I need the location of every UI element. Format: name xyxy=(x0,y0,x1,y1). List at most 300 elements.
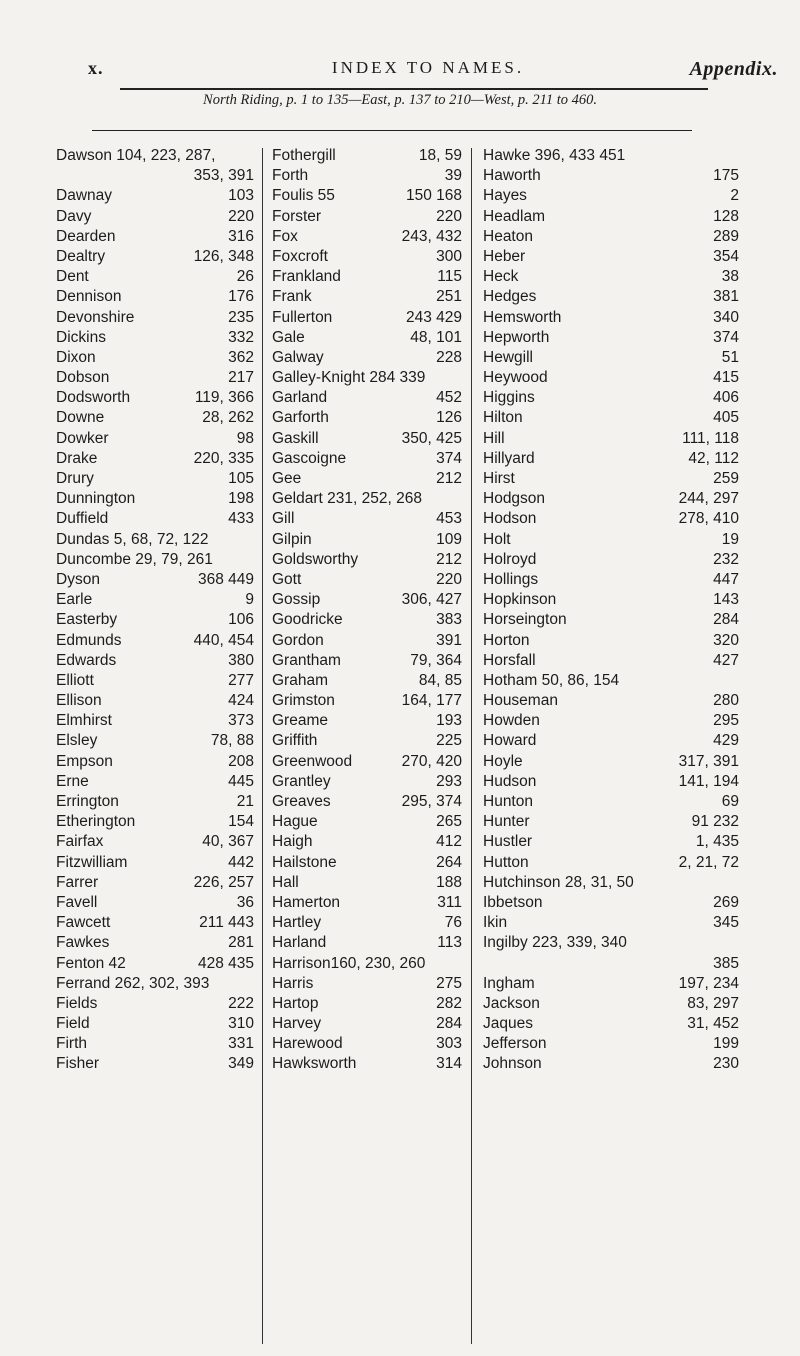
entry-name: Gilpin xyxy=(272,530,312,548)
entry-name: Fothergill xyxy=(272,147,336,164)
index-entry xyxy=(272,974,462,994)
entry-pages: 51 xyxy=(721,348,739,366)
entry-name: Hunton xyxy=(483,793,533,810)
entry-name: Hirst xyxy=(483,470,515,487)
entry-pages: 265 xyxy=(436,813,462,831)
entry-pages: 295, 374 xyxy=(401,793,462,810)
entry-name: Gordon xyxy=(272,631,324,649)
entry-name: Hawke 396, 433 451 xyxy=(483,147,626,164)
entry-pages: 188 xyxy=(436,873,462,891)
entry-name: Dodsworth xyxy=(56,389,131,407)
index-column-1 xyxy=(56,146,254,1075)
page-title: INDEX TO NAMES. xyxy=(331,58,525,77)
entry-name: Hill xyxy=(483,429,505,447)
entry-name: Earle xyxy=(56,591,93,609)
index-entry xyxy=(56,146,254,166)
entry-pages: 175 xyxy=(713,167,739,185)
entry-pages: 211 443 xyxy=(199,914,254,932)
entry-pages: 40, 367 xyxy=(202,833,254,851)
index-entry xyxy=(483,227,739,247)
entry-pages: 293 xyxy=(436,772,462,790)
entry-pages: 354 xyxy=(713,247,739,265)
entry-name: Goodricke xyxy=(272,611,343,629)
index-entry xyxy=(483,287,739,307)
entry-name: Duncombe 29, 79, 261 xyxy=(56,550,213,568)
index-entry xyxy=(272,408,462,428)
entry-name: Field xyxy=(56,1015,90,1033)
entry-pages: 9 xyxy=(245,591,254,609)
index-entry xyxy=(272,368,462,388)
index-entry xyxy=(56,893,254,913)
index-entry xyxy=(272,469,462,489)
entry-pages: 243 429 xyxy=(405,308,462,326)
column-divider xyxy=(262,148,263,1344)
entry-pages: 269 xyxy=(713,893,739,911)
index-column-2 xyxy=(272,146,462,1075)
index-entry xyxy=(483,913,739,933)
entry-pages: 128 xyxy=(713,207,739,225)
entry-name: Hoyle xyxy=(483,752,523,770)
entry-name: Griffith xyxy=(272,732,318,750)
index-entry xyxy=(56,449,254,469)
index-entry xyxy=(272,388,462,408)
index-entry xyxy=(272,429,462,449)
entry-pages: 317, 391 xyxy=(678,752,739,770)
index-entry xyxy=(483,570,739,590)
entry-pages: 415 xyxy=(713,369,739,387)
entry-pages: 222 xyxy=(228,994,254,1012)
entry-name: Hustler xyxy=(483,833,533,851)
index-entry xyxy=(272,913,462,933)
entry-name: Harewood xyxy=(272,1035,343,1053)
entry-pages: 353, 391 xyxy=(193,167,254,185)
entry-pages: 26 xyxy=(236,268,254,286)
index-entry xyxy=(56,913,254,933)
entry-name: Dearden xyxy=(56,227,116,245)
entry-name: Hollings xyxy=(483,570,539,588)
entry-name: Dundas 5, 68, 72, 122 xyxy=(56,530,209,548)
entry-pages: 284 xyxy=(436,1015,462,1033)
index-entry xyxy=(272,550,462,570)
entry-pages: 440, 454 xyxy=(193,631,254,649)
index-entry xyxy=(483,166,739,186)
entry-name: Horton xyxy=(483,631,530,649)
entry-pages: 433 xyxy=(228,510,254,528)
index-entry xyxy=(56,933,254,953)
index-entry xyxy=(56,1014,254,1034)
entry-pages: 98 xyxy=(236,429,254,447)
page-number: x. xyxy=(88,58,104,78)
entry-name: Hotham 50, 86, 154 xyxy=(483,671,620,689)
entry-name: Garland xyxy=(272,389,328,407)
entry-name: Edmunds xyxy=(56,631,122,649)
index-entry xyxy=(483,408,739,428)
entry-name: Dent xyxy=(56,268,89,286)
index-entry xyxy=(56,812,254,832)
entry-pages: 350, 425 xyxy=(401,429,462,447)
entry-name: Hartley xyxy=(272,914,322,932)
entry-pages: 442 xyxy=(228,853,254,871)
entry-pages: 1, 435 xyxy=(695,833,739,851)
entry-name: Frank xyxy=(272,288,312,306)
entry-pages: 331 xyxy=(228,1035,254,1053)
entry-name: Easterby xyxy=(56,611,118,629)
index-entry xyxy=(272,994,462,1014)
index-entry xyxy=(56,550,254,570)
index-entry xyxy=(56,489,254,509)
entry-pages: 385 xyxy=(713,954,739,972)
index-entry xyxy=(272,893,462,913)
index-entry xyxy=(56,509,254,529)
entry-name: Holroyd xyxy=(483,550,537,568)
entry-name: Dealtry xyxy=(56,247,106,265)
entry-pages: 295 xyxy=(713,712,739,730)
entry-name: Galley-Knight 284 339 xyxy=(272,369,426,387)
index-entry xyxy=(56,530,254,550)
entry-name: Hodson xyxy=(483,510,537,528)
index-entry xyxy=(483,146,739,166)
index-entry xyxy=(272,227,462,247)
index-entry xyxy=(483,631,739,651)
entry-name: Gill xyxy=(272,510,295,528)
index-entry xyxy=(272,509,462,529)
entry-pages: 48, 101 xyxy=(410,328,462,346)
index-entry xyxy=(56,1034,254,1054)
entry-name: Erne xyxy=(56,772,89,790)
index-entry xyxy=(56,267,254,287)
entry-name: Ingham xyxy=(483,974,535,992)
entry-name: Hamerton xyxy=(272,893,341,911)
entry-pages: 427 xyxy=(713,651,739,669)
entry-pages: 368 449 xyxy=(197,570,254,588)
entry-name: Heaton xyxy=(483,227,533,245)
entry-name: Garforth xyxy=(272,409,329,427)
index-entry xyxy=(483,590,739,610)
entry-pages: 406 xyxy=(713,389,739,407)
entry-pages: 374 xyxy=(713,328,739,346)
index-entry xyxy=(483,489,739,509)
entry-pages: 320 xyxy=(713,631,739,649)
index-entry xyxy=(483,469,739,489)
index-entry xyxy=(56,348,254,368)
entry-name: Fawkes xyxy=(56,934,110,952)
index-entry xyxy=(483,530,739,550)
entry-name: Dawnay xyxy=(56,187,112,205)
entry-name: Grimston xyxy=(272,692,335,710)
index-entry xyxy=(483,651,739,671)
entry-name: Hartop xyxy=(272,994,319,1012)
entry-pages: 332 xyxy=(228,328,254,346)
entry-name: Hillyard xyxy=(483,449,535,467)
entry-name: Fox xyxy=(272,227,298,245)
index-entry xyxy=(483,247,739,267)
index-entry xyxy=(272,590,462,610)
entry-pages: 31, 452 xyxy=(687,1015,739,1033)
index-entry xyxy=(483,832,739,852)
entry-pages: 381 xyxy=(713,288,739,306)
section-label: Appendix. xyxy=(689,58,778,80)
entry-pages: 373 xyxy=(228,712,254,730)
entry-name: Harland xyxy=(272,934,327,952)
index-entry xyxy=(483,1014,739,1034)
entry-pages: 284 xyxy=(713,611,739,629)
index-entry xyxy=(56,287,254,307)
entry-pages: 412 xyxy=(436,833,462,851)
entry-pages: 452 xyxy=(436,389,462,407)
entry-pages: 289 xyxy=(713,227,739,245)
entry-pages: 19 xyxy=(721,530,739,548)
entry-name: Goldsworthy xyxy=(272,550,359,568)
entry-name: Dyson xyxy=(56,570,100,588)
entry-name: Fullerton xyxy=(272,308,333,326)
index-entry xyxy=(56,994,254,1014)
index-entry xyxy=(56,469,254,489)
entry-name: Frankland xyxy=(272,268,341,286)
entry-name: Harvey xyxy=(272,1015,322,1033)
entry-pages: 126, 348 xyxy=(193,247,254,265)
index-entry xyxy=(56,974,254,994)
index-entry xyxy=(483,792,739,812)
index-entry xyxy=(272,651,462,671)
entry-name: Hutton xyxy=(483,853,529,871)
entry-pages: 424 xyxy=(228,692,254,710)
entry-pages: 374 xyxy=(436,449,462,467)
entry-name: Jaques xyxy=(483,1015,533,1033)
entry-name: Forster xyxy=(272,207,322,225)
entry-name: Geldart 231, 252, 268 xyxy=(272,490,422,508)
entry-name: Etherington xyxy=(56,813,136,831)
index-entry xyxy=(483,449,739,469)
entry-name: Howard xyxy=(483,732,537,750)
entry-name: Dixon xyxy=(56,348,96,366)
entry-name: Elmhirst xyxy=(56,712,112,730)
index-entry xyxy=(272,933,462,953)
index-entry xyxy=(483,853,739,873)
column-divider xyxy=(471,148,472,1344)
entry-pages: 78, 88 xyxy=(210,732,254,750)
index-entry xyxy=(483,550,739,570)
entry-pages: 154 xyxy=(228,813,254,831)
entry-name: Dickins xyxy=(56,328,106,346)
entry-name: Haworth xyxy=(483,167,541,185)
entry-name: Drury xyxy=(56,470,94,487)
entry-pages: 428 435 xyxy=(197,954,254,972)
index-entry xyxy=(272,267,462,287)
index-entry xyxy=(56,328,254,348)
index-entry xyxy=(272,449,462,469)
entry-pages: 208 xyxy=(228,752,254,770)
entry-pages: 405 xyxy=(713,409,739,427)
entry-name: Harrison160, 230, 260 xyxy=(272,954,426,972)
entry-name: Higgins xyxy=(483,389,535,407)
entry-pages: 220 xyxy=(436,207,462,225)
entry-name: Ibbetson xyxy=(483,893,543,911)
entry-pages: 225 xyxy=(436,732,462,750)
entry-name: Errington xyxy=(56,793,119,810)
entry-pages: 91 232 xyxy=(691,813,739,831)
entry-pages: 264 xyxy=(436,853,462,871)
entry-pages: 115 xyxy=(437,268,462,286)
entry-name: Holt xyxy=(483,530,511,548)
index-entry xyxy=(483,711,739,731)
entry-pages: 316 xyxy=(228,227,254,245)
entry-pages: 429 xyxy=(713,732,739,750)
index-entry xyxy=(56,832,254,852)
index-entry xyxy=(272,308,462,328)
index-entry xyxy=(483,812,739,832)
entry-name: Duffield xyxy=(56,510,109,528)
entry-name: Ellison xyxy=(56,692,102,710)
entry-pages: 380 xyxy=(228,651,254,669)
entry-pages: 345 xyxy=(713,914,739,932)
entry-name: Drake xyxy=(56,449,98,467)
entry-pages: 230 xyxy=(713,1055,739,1073)
index-entry xyxy=(56,388,254,408)
index-entry xyxy=(272,489,462,509)
entry-pages: 79, 364 xyxy=(410,651,462,669)
index-entry xyxy=(483,348,739,368)
index-entry xyxy=(272,348,462,368)
header-rule xyxy=(120,88,708,90)
entry-name: Hemsworth xyxy=(483,308,562,326)
entry-pages: 220, 335 xyxy=(193,449,254,467)
entry-pages: 106 xyxy=(228,611,254,629)
entry-pages: 275 xyxy=(436,974,462,992)
entry-name: Heywood xyxy=(483,369,548,387)
index-entry xyxy=(483,974,739,994)
entry-pages: 300 xyxy=(436,247,462,265)
index-entry xyxy=(272,853,462,873)
entry-name: Hall xyxy=(272,873,299,891)
entry-pages: 220 xyxy=(436,570,462,588)
index-entry xyxy=(56,711,254,731)
index-entry xyxy=(272,328,462,348)
entry-pages: 349 xyxy=(228,1055,254,1073)
entry-pages: 362 xyxy=(228,348,254,366)
entry-name: Hodgson xyxy=(483,490,546,508)
entry-pages: 69 xyxy=(721,793,739,810)
entry-pages: 76 xyxy=(444,914,462,932)
entry-pages: 141, 194 xyxy=(678,772,739,790)
entry-pages: 199 xyxy=(713,1035,739,1053)
index-entry xyxy=(483,368,739,388)
entry-pages: 150 168 xyxy=(405,187,462,205)
entry-name: Dunnington xyxy=(56,490,136,508)
entry-name: Ingilby 223, 339, 340 xyxy=(483,934,627,952)
entry-pages: 383 xyxy=(436,611,462,629)
index-entry xyxy=(56,227,254,247)
index-entry xyxy=(483,994,739,1014)
index-entry xyxy=(272,812,462,832)
entry-pages: 36 xyxy=(236,893,254,911)
entry-pages: 251 xyxy=(436,288,462,306)
index-entry xyxy=(483,1034,739,1054)
index-entry xyxy=(272,752,462,772)
entry-name: Foulis 55 xyxy=(272,187,335,205)
entry-name: Hopkinson xyxy=(483,591,557,609)
index-entry xyxy=(483,731,739,751)
index-entry xyxy=(272,792,462,812)
entry-name: Downe xyxy=(56,409,105,427)
index-entry xyxy=(272,186,462,206)
entry-name: Hailstone xyxy=(272,853,337,871)
entry-pages: 28, 262 xyxy=(202,409,254,427)
index-entry xyxy=(56,691,254,711)
index-entry xyxy=(483,954,739,974)
entry-name: Fisher xyxy=(56,1055,100,1073)
index-entry xyxy=(483,752,739,772)
entry-name: Greaves xyxy=(272,793,331,810)
index-entry xyxy=(56,610,254,630)
index-entry xyxy=(483,691,739,711)
entry-pages: 243, 432 xyxy=(401,227,462,245)
entry-name: Dowker xyxy=(56,429,109,447)
entry-name: Hedges xyxy=(483,288,537,306)
index-entry xyxy=(272,1054,462,1074)
index-entry xyxy=(272,530,462,550)
entry-pages: 83, 297 xyxy=(687,994,739,1012)
entry-name: Greenwood xyxy=(272,752,353,770)
entry-pages: 164, 177 xyxy=(401,692,462,710)
index-entry xyxy=(56,853,254,873)
index-entry xyxy=(483,328,739,348)
entry-pages: 84, 85 xyxy=(418,671,462,689)
index-entry xyxy=(272,247,462,267)
entry-pages: 270, 420 xyxy=(401,752,462,770)
index-entry xyxy=(56,651,254,671)
entry-name: Fitzwilliam xyxy=(56,853,128,871)
entry-pages: 310 xyxy=(228,1015,254,1033)
entry-pages: 445 xyxy=(228,772,254,790)
entry-pages: 340 xyxy=(713,308,739,326)
entry-name: Elsley xyxy=(56,732,98,750)
entry-name: Gaskill xyxy=(272,429,319,447)
entry-pages: 193 xyxy=(436,712,462,730)
index-entry xyxy=(272,731,462,751)
index-entry xyxy=(272,1014,462,1034)
entry-name: Edwards xyxy=(56,651,117,669)
top-rule xyxy=(92,130,692,131)
index-entry xyxy=(56,731,254,751)
index-entry xyxy=(483,671,739,691)
entry-name: Fairfax xyxy=(56,833,104,851)
entry-name: Hague xyxy=(272,813,318,831)
entry-name: Graham xyxy=(272,671,328,689)
index-entry xyxy=(56,671,254,691)
index-entry xyxy=(272,954,462,974)
entry-pages: 2 xyxy=(730,187,739,205)
entry-pages: 232 xyxy=(713,550,739,568)
entry-name: Hayes xyxy=(483,187,527,205)
index-entry xyxy=(483,509,739,529)
entry-name: Davy xyxy=(56,207,92,225)
entry-pages: 220 xyxy=(228,207,254,225)
index-entry xyxy=(56,166,254,186)
entry-name: Headlam xyxy=(483,207,546,225)
entry-name: Gee xyxy=(272,470,302,487)
index-entry xyxy=(272,772,462,792)
index-column-3 xyxy=(483,146,739,1075)
entry-name: Gott xyxy=(272,570,302,588)
entry-name: Dobson xyxy=(56,369,110,387)
entry-name: Heck xyxy=(483,268,519,286)
index-entry xyxy=(56,752,254,772)
entry-pages: 217 xyxy=(228,369,254,387)
entry-name: Hilton xyxy=(483,409,523,427)
entry-name: Fawcett xyxy=(56,914,111,932)
entry-name: Fenton 42 xyxy=(56,954,126,972)
entry-pages: 228 xyxy=(436,348,462,366)
